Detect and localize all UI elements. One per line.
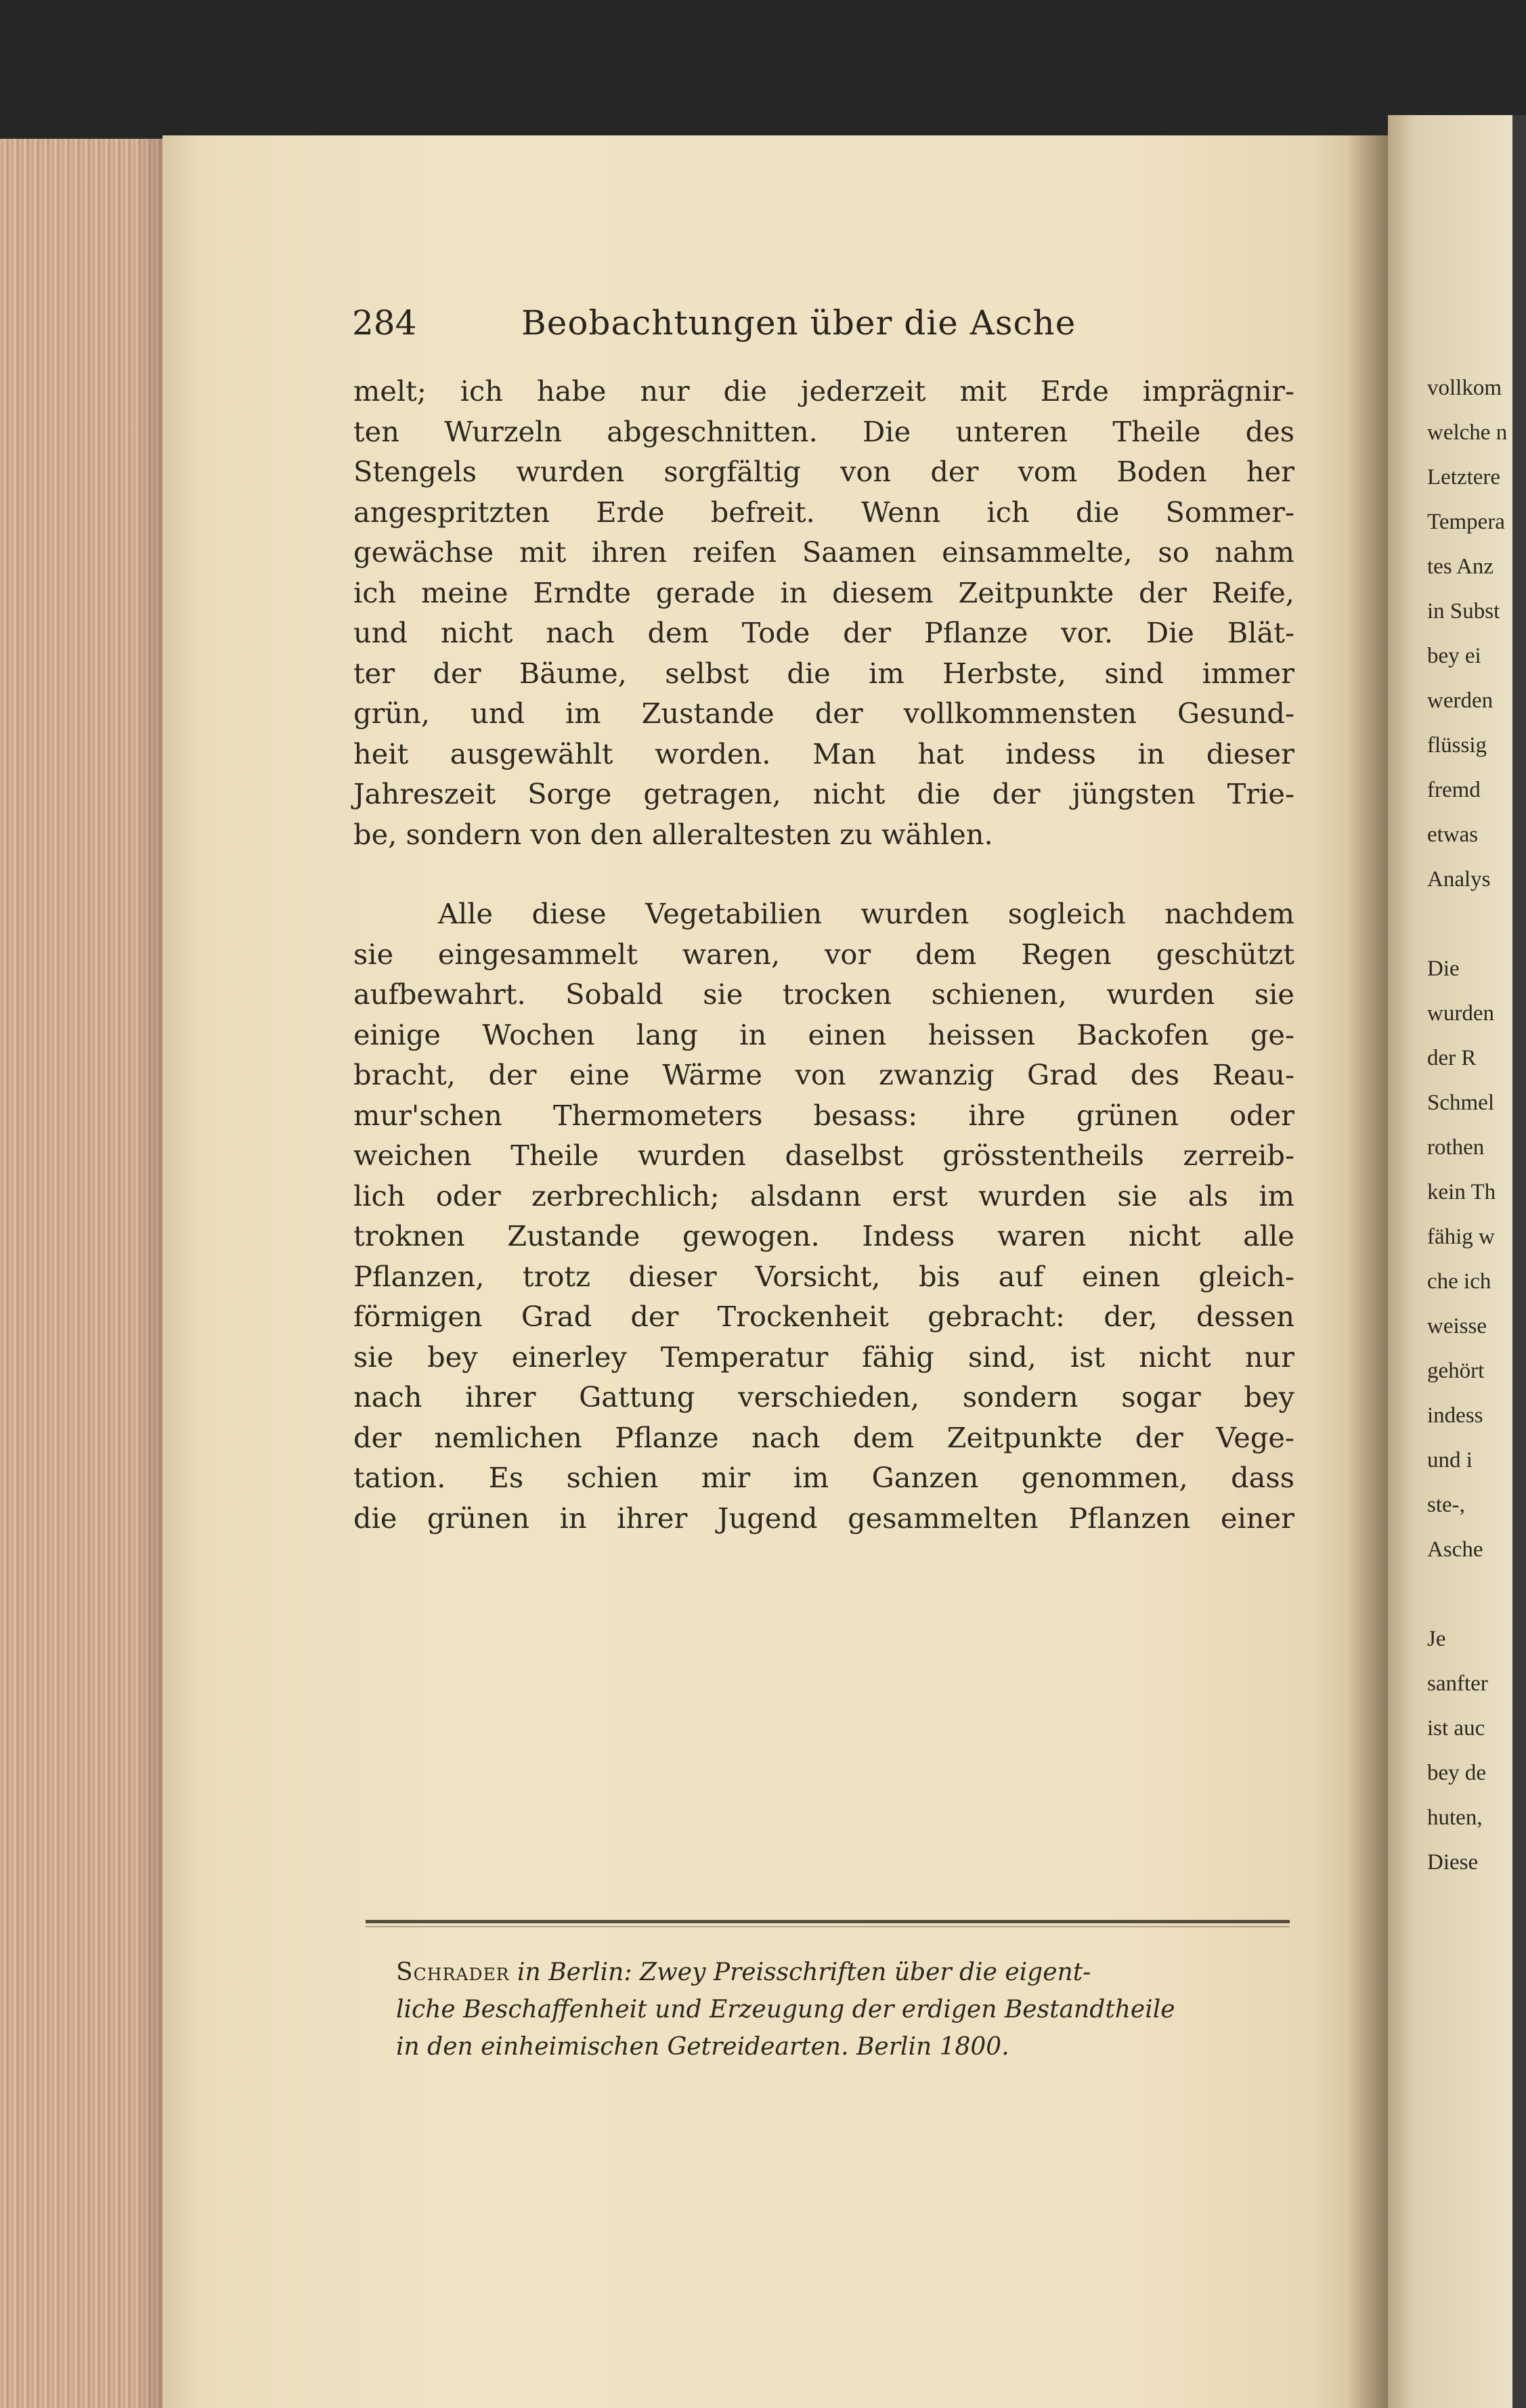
facing-fragment: rothen bbox=[1427, 1135, 1485, 1160]
facing-fragment: huten, bbox=[1427, 1805, 1483, 1830]
text-line: mur'schen Thermometers besass: ihre grünen oder bbox=[353, 1098, 1294, 1132]
text-line: einige Wochen lang in einen heissen Backofen ge- bbox=[353, 1017, 1294, 1051]
facing-fragment: werden bbox=[1427, 688, 1494, 713]
text-line: weichen Theile wurden daselbst grösstentheils zerreib- bbox=[353, 1139, 1294, 1172]
facing-fragment: Diese bbox=[1427, 1850, 1479, 1875]
facing-fragment: Die bbox=[1427, 957, 1460, 981]
text-line: nach ihrer Gattung verschieden, sondern sogar bey bbox=[353, 1380, 1294, 1414]
footnote bbox=[396, 1954, 1296, 2065]
scan-background-top bbox=[0, 0, 1526, 156]
text-line: melt; ich habe nur die jederzeit mit Erde imprägnir- bbox=[353, 374, 1294, 408]
text-line: ich meine Erndte gerade in diesem Zeitpunkte der Reife, bbox=[353, 575, 1294, 609]
footnote-line-1 bbox=[396, 1954, 1296, 1991]
facing-paragraph-gap bbox=[1427, 1572, 1526, 1617]
footnote-rule bbox=[366, 1920, 1290, 1923]
facing-fragment: sanfter bbox=[1427, 1671, 1488, 1696]
facing-fragment: che ich bbox=[1427, 1269, 1491, 1294]
footnote-line-1-text: in Berlin: Zwey Preisschriften über die eigent- bbox=[517, 1958, 1091, 1986]
facing-fragment: gehört bbox=[1427, 1359, 1485, 1383]
text-line: Stengels wurden sorgfältig von der vom Boden her bbox=[353, 455, 1294, 488]
text-line: gewächse mit ihren reifen Saamen einsammelte, so nahm bbox=[353, 535, 1294, 569]
facing-fragment: in Subst bbox=[1427, 599, 1500, 623]
text-line: angespritzten Erde befreit. Wenn ich die Sommer- bbox=[353, 495, 1294, 529]
text-line: Jahreszeit Sorge getragen, nicht die der jüngsten Trie- bbox=[353, 777, 1294, 810]
facing-fragment: vollkom bbox=[1427, 376, 1502, 400]
text-line: und nicht nach dem Tode der Pflanze vor. Die Blät- bbox=[353, 616, 1294, 649]
footnote-rule-thin bbox=[366, 1926, 1290, 1927]
text-line: lich oder zerbrechlich; alsdann erst wurden sie als im bbox=[353, 1179, 1294, 1212]
facing-fragment: Asche bbox=[1427, 1537, 1483, 1562]
facing-page-text-fragments bbox=[1427, 366, 1526, 1885]
facing-fragment: etwas bbox=[1427, 823, 1479, 847]
text-line: be, sondern von den alleraltesten zu wählen. bbox=[353, 817, 993, 851]
text-line: bracht, der eine Wärme von zwanzig Grad des Reau- bbox=[353, 1058, 1294, 1091]
facing-fragment: flüssig bbox=[1427, 733, 1487, 758]
text-line: Alle diese Vegetabilien wurden sogleich nachdem bbox=[438, 897, 1294, 930]
facing-fragment: fremd bbox=[1427, 778, 1481, 802]
book-gutter-shadow bbox=[1347, 135, 1388, 2408]
facing-fragment: Letztere bbox=[1427, 465, 1501, 489]
text-line: troknen Zustande gewogen. Indess waren nicht alle bbox=[353, 1219, 1294, 1252]
facing-fragment: bey de bbox=[1427, 1761, 1487, 1785]
running-title: Beobachtungen über die Asche bbox=[521, 303, 1076, 343]
facing-fragment: und i bbox=[1427, 1448, 1473, 1472]
facing-fragment: welche n bbox=[1427, 420, 1508, 445]
facing-fragment: kein Th bbox=[1427, 1180, 1496, 1204]
text-line: Pflanzen, trotz dieser Vorsicht, bis auf einen gleich- bbox=[353, 1259, 1294, 1293]
facing-fragment: Schmel bbox=[1427, 1091, 1494, 1115]
facing-fragment: indess bbox=[1427, 1403, 1483, 1428]
text-line: der nemlichen Pflanze nach dem Zeitpunkte der Vege- bbox=[353, 1420, 1294, 1454]
text-line: grün, und im Zustande der vollkommensten Gesund- bbox=[353, 697, 1294, 730]
text-line: heit ausgewählt worden. Man hat indess in dieser bbox=[353, 737, 1294, 770]
facing-fragment: fähig w bbox=[1427, 1225, 1495, 1249]
text-line: die grünen in ihrer Jugend gesammelten Pflanzen einer bbox=[353, 1501, 1294, 1535]
text-line: ten Wurzeln abgeschnitten. Die unteren Theile des bbox=[353, 414, 1294, 448]
running-head bbox=[352, 303, 1110, 351]
footnote-line-3: in den einheimischen Getreidearten. Berlin 1800. bbox=[396, 2033, 1009, 2061]
facing-fragment: ste-, bbox=[1427, 1493, 1465, 1517]
facing-fragment: Analys bbox=[1427, 867, 1491, 892]
facing-fragment: der R bbox=[1427, 1046, 1477, 1070]
facing-fragment: weisse bbox=[1427, 1314, 1487, 1338]
paragraph-1 bbox=[353, 371, 1294, 854]
main-text-block bbox=[353, 371, 1294, 1538]
text-line: ter der Bäume, selbst die im Herbste, sind immer bbox=[353, 656, 1294, 690]
text-line: sie bey einerley Temperatur fähig sind, ist nicht nur bbox=[353, 1340, 1294, 1374]
facing-fragment: ist auc bbox=[1427, 1716, 1485, 1741]
text-line: sie eingesammelt waren, vor dem Regen geschützt bbox=[353, 937, 1294, 971]
footnote-author: Schrader bbox=[396, 1958, 510, 1986]
facing-fragment: Je bbox=[1427, 1627, 1446, 1651]
text-line: förmigen Grad der Trockenheit gebracht: der, dessen bbox=[353, 1300, 1294, 1333]
facing-paragraph-gap bbox=[1427, 902, 1526, 946]
facing-fragment: wurden bbox=[1427, 1001, 1494, 1026]
facing-fragment: tes Anz bbox=[1427, 554, 1494, 579]
text-line: aufbewahrt. Sobald sie trocken schienen, wurden sie bbox=[353, 978, 1294, 1011]
text-line: tation. Es schien mir im Ganzen genommen, dass bbox=[353, 1461, 1294, 1494]
facing-fragment: Tempera bbox=[1427, 510, 1505, 534]
footnote-line-2: liche Beschaffenheit und Erzeugung der erdigen Bestandtheile bbox=[396, 1996, 1175, 2023]
paragraph-gap bbox=[353, 854, 1294, 894]
page-number: 284 bbox=[352, 303, 417, 343]
paragraph-2 bbox=[353, 894, 1294, 1538]
facing-fragment: bey ei bbox=[1427, 644, 1481, 668]
